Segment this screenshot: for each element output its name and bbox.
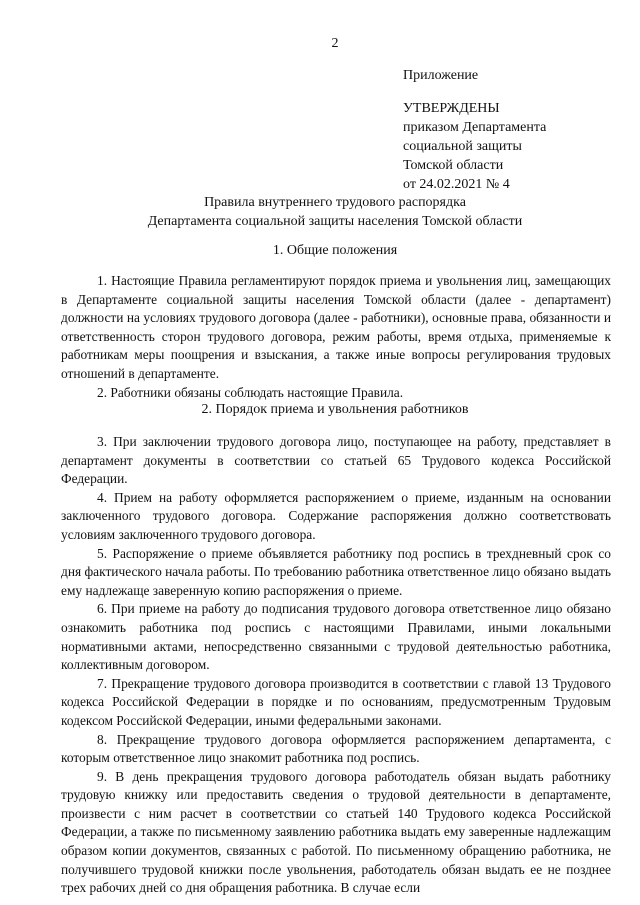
approval-line: социальной защиты xyxy=(403,139,522,154)
section-body xyxy=(61,433,611,898)
paragraph: 8. Прекращение трудового договора оформляется распоряжением департамента, с которым ответственное лицо знакомит работника под роспись. xyxy=(61,731,611,766)
approved-label: УТВЕРЖДЕНЫ xyxy=(403,101,500,116)
paragraph: 1. Настоящие Правила регламентируют порядок приема и увольнения лиц, замещающих в Департаменте социальной защиты населения Томской области (далее - департамент) должности на условиях трудового договора (далее - работники), основные права, обязанности и ответственность сторон трудового договора, режим работы, время отдыха, применяемые к работникам меры поощрения и взыскания, а также иные вопросы регулирования трудовых отношений в департаменте. xyxy=(61,273,611,381)
appendix-label: Приложение xyxy=(403,68,479,83)
paragraph: 3. При заключении трудового договора лицо, поступающее на работу, представляет в департамент документы в соответствии со статьей 65 Трудового кодекса Российской Федерации. xyxy=(61,434,611,487)
section-body xyxy=(61,272,611,402)
paragraph: 5. Распоряжение о приеме объявляется работнику под роспись в трехдневный срок со дня фактического начала работы. По требованию работника ответственное лицо обязано выдать ему надлежаще заверенную копию распоряжения о приеме. xyxy=(61,545,611,598)
title-line: Правила внутреннего трудового распорядка xyxy=(204,195,466,210)
document-title xyxy=(0,193,640,231)
approval-block xyxy=(403,66,546,194)
page-number: 2 xyxy=(331,36,339,51)
section-heading: 1. Общие положения xyxy=(272,243,398,258)
approval-line: Томской области xyxy=(403,158,504,173)
section-heading: 2. Порядок приема и увольнения работников xyxy=(201,402,469,417)
paragraph: 2. Работники обязаны соблюдать настоящие Правила. xyxy=(97,384,404,400)
paragraph: 9. В день прекращения трудового договора работодатель обязан выдать работнику трудовую книжку или предоставить сведения о трудовой деятельности в департаменте, произвести с ним расчет в соответствии со статьей 140 Трудового кодекса Российской Федерации, а также по письменному заявлению работника выдать ему заверенные надлежащим образом копии документов, связанных с работой. По письменному обращению работника, не получившего трудовой книжки после увольнения, работодатель обязан выдать ее не позднее трех рабочих дней со дня обращения работника. В случае если xyxy=(61,768,611,896)
title-line: Департамента социальной защиты населения Томской области xyxy=(147,214,523,229)
approval-line: приказом Департамента xyxy=(403,120,547,135)
approval-date: от 24.02.2021 № 4 xyxy=(403,177,510,192)
paragraph: 4. Прием на работу оформляется распоряжением о приеме, изданным на основании заключенного трудового договора. Содержание распоряжения должно соответствовать условиям заключенного трудового договора. xyxy=(61,489,611,542)
paragraph: 6. При приеме на работу до подписания трудового договора ответственное лицо обязано ознакомить работника под роспись с настоящими Правилами, иными локальными нормативными актами, непосредственно связанными с трудовой деятельностью работника, коллективным договором. xyxy=(61,601,611,673)
paragraph: 7. Прекращение трудового договора производится в соответствии с главой 13 Трудового кодекса Российской Федерации в порядке и по основаниям, предусмотренным Трудовым кодексом Российской Федерации, иными федеральными законами. xyxy=(61,675,611,728)
